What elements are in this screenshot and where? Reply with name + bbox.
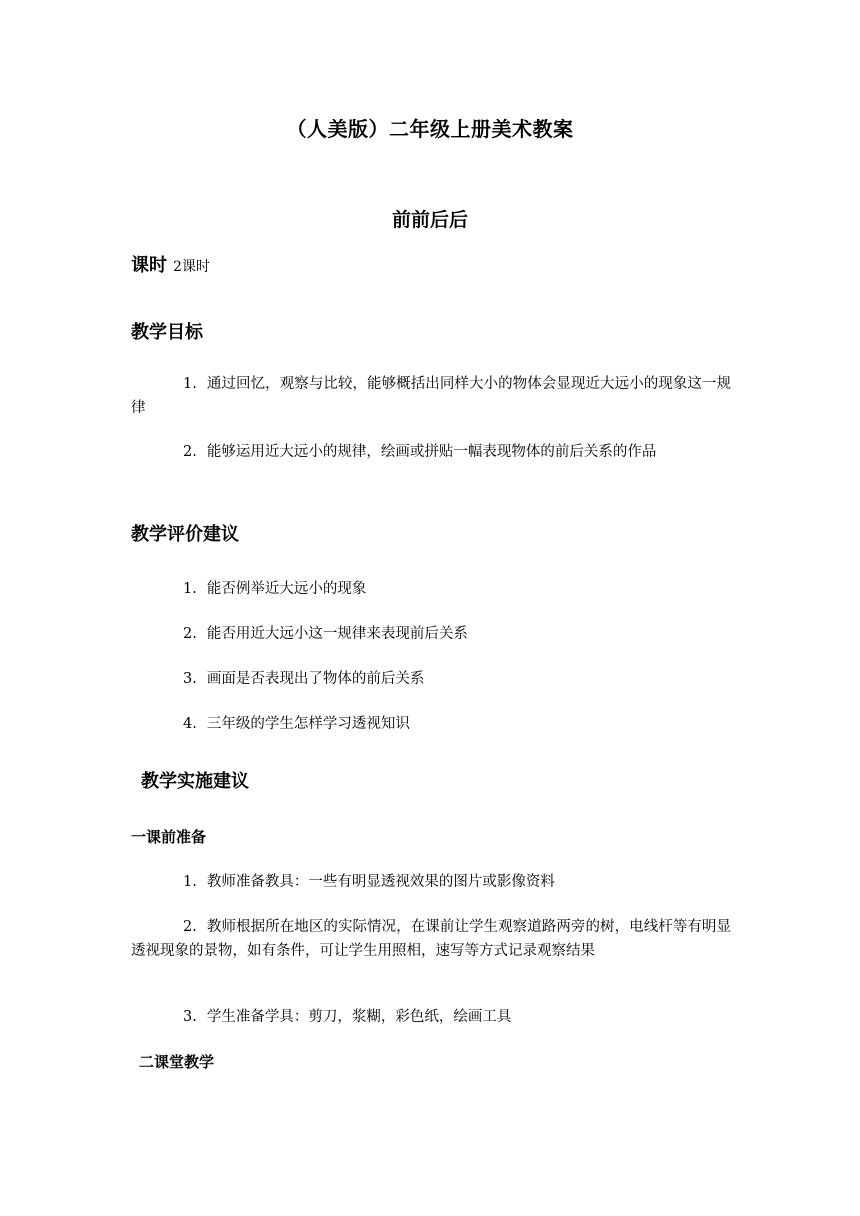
evaluation-number: 3. [183, 671, 197, 687]
evaluation-text: 三年级的学生怎样学习透视知识 [206, 716, 410, 732]
document-title: （人美版）二年级上册美术教案 [286, 117, 574, 141]
objective-number: 2. [183, 444, 197, 460]
evaluation-text: 能否例举近大远小的现象 [206, 581, 367, 597]
prep-text: 教师准备教具：一些有明显透视效果的图片或影像资料 [206, 874, 555, 890]
evaluation-text: 能否用近大远小这一规律来表现前后关系 [206, 626, 468, 642]
objective-number: 1. [183, 376, 197, 392]
classroom-subheading: 二课堂教学 [139, 1053, 215, 1071]
hours-value: 2课时 [173, 259, 210, 275]
evaluation-item [183, 667, 424, 691]
prep-item [131, 915, 731, 963]
objective-item [131, 440, 731, 464]
evaluation-number: 4. [183, 716, 197, 732]
evaluation-heading: 教学评价建议 [131, 524, 239, 545]
prep-subheading: 一课前准备 [131, 828, 207, 846]
objectives-heading: 教学目标 [131, 322, 203, 343]
evaluation-item [183, 577, 366, 601]
evaluation-item [183, 712, 410, 736]
objective-item [131, 372, 731, 420]
evaluation-number: 2. [183, 626, 197, 642]
evaluation-text: 画面是否表现出了物体的前后关系 [206, 671, 425, 687]
evaluation-item [183, 622, 468, 646]
prep-number: 1. [183, 874, 197, 890]
prep-text: 教师根据所在地区的实际情况，在课前让学生观察道路两旁的树，电线杆等有明显透视现象的景物，如有条件，可让学生用照相，速写等方式记录观察结果 [131, 919, 731, 959]
objective-text: 能够运用近大远小的规律，绘画或拼贴一幅表现物体的前后关系的作品 [206, 444, 657, 460]
prep-number: 2. [183, 919, 197, 935]
evaluation-number: 1. [183, 581, 197, 597]
objective-text: 通过回忆，观察与比较，能够概括出同样大小的物体会显现近大远小的现象这一规律 [131, 376, 731, 416]
prep-item [183, 870, 555, 894]
prep-text: 学生准备学具：剪刀，浆糊，彩色纸，绘画工具 [206, 1009, 512, 1025]
implementation-heading: 教学实施建议 [141, 771, 249, 792]
lesson-title: 前前后后 [391, 209, 468, 231]
prep-item [183, 1005, 511, 1029]
lesson-hours [131, 251, 210, 277]
prep-number: 3. [183, 1009, 197, 1025]
hours-label: 课时 [131, 255, 167, 276]
